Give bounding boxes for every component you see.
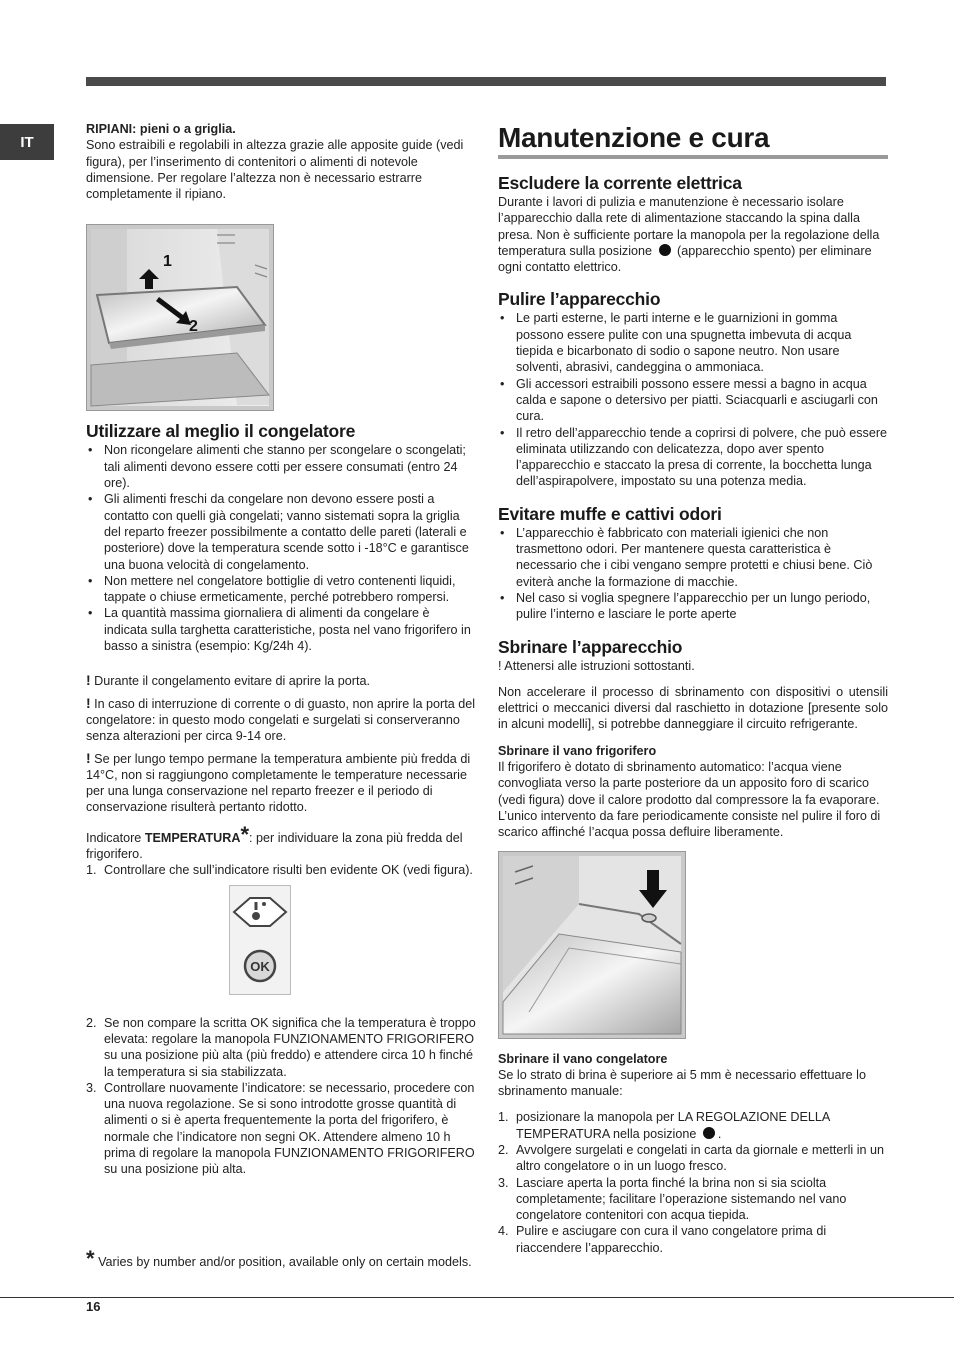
shelves-title: RIPIANI: pieni o a griglia. [86, 122, 236, 136]
warning-text: In caso di interruzione di corrente o di guasto, non aprire la porta del congelatore: in questo modo congelati e surgelati si conserveranno senza alterazioni per circa 9-14 ore. [86, 696, 476, 744]
fridge-defrost-subheading: Sbrinare il vano frigorifero [498, 743, 657, 758]
bottom-rule [0, 1297, 954, 1298]
shelves-text: Sono estraibili e regolabili in altezza grazie alle apposite guide (vedi figura), per l’inserimento di contenitori o alimenti di notevole dimensione. Per regolare l’altezza non è necessario estrarre completamente il ripiano. [86, 138, 464, 202]
indicator-steps-a [86, 862, 476, 878]
clean-bullets [498, 310, 888, 489]
off-position-icon [659, 244, 671, 256]
warning-mark: ! [86, 672, 91, 689]
off-position-icon [703, 1127, 715, 1139]
list-item: 3. Lasciare aperta la porta finché la brina non si sia sciolta completamente; facilitare l’operazione sistemando nel vano congelatore contenitori con acqua tiepida. [498, 1175, 847, 1223]
indicator-text: Indicatore TEMPERATURA*: per individuare la zona più fredda del frigorifero. [86, 821, 463, 862]
indicator-illustration [230, 886, 290, 994]
freezer-defrost-subheading: Sbrinare il vano congelatore [498, 1051, 668, 1066]
language-tab: IT [0, 124, 54, 160]
mould-bullets [498, 525, 888, 623]
left-column [86, 121, 476, 1270]
mould-heading: Evitare muffe e cattivi odori [498, 503, 722, 524]
warning-3 [86, 750, 476, 816]
footnote: * Varies by number and/or position, available only on certain models. [86, 1245, 472, 1271]
list-item: • Le parti esterne, le parti interne e le guarnizioni in gomma possono essere pulite con una spugnetta imbevuta di acqua tiepida e bicarbonato di sodio o sapone neutro. Non usare solventi, abrasivi, candeggina o ammoniaca. [498, 310, 888, 375]
list-item: 2. Avvolgere surgelati e congelati in carta da giornale e metterli in un altro congelatore o in un luogo fresco. [498, 1142, 884, 1174]
freezer-bullets [86, 442, 476, 654]
defrost-heading: Sbrinare l’apparecchio [498, 636, 683, 657]
list-item: 2. Se non compare la scritta OK significa che la temperatura è troppo elevata: regolare la manopola FUNZIONAMENTO FRIGORIFERO su una posizione più alta (più freddo) e attendere circa 10 h finché la temperatura si sia stabilizzata. [86, 1015, 476, 1079]
figure-label-1: 1 [163, 253, 172, 271]
indicator-steps-b [86, 1015, 476, 1178]
asterisk: * [240, 821, 249, 847]
list-item: • L’apparecchio è fabbricato con materiali igienici che non trasmettono odori. Per mantenere questa caratteristica è necessario che i cibi vengano sempre protetti e chiusi bene. Ciò eviterà anche la formazione di macchie. [498, 525, 888, 590]
clean-heading: Pulire l’apparecchio [498, 289, 661, 310]
freezer-heading: Utilizzare al meglio il congelatore [86, 421, 356, 442]
page-number: 16 [86, 1299, 101, 1314]
temperature-indicator-figure [229, 885, 291, 995]
list-item: • Gli alimenti freschi da congelare non devono essere posti a contatto con quelli già congelati; vanno sistemati sopra la griglia del reparto freezer possibilmente a contatto delle pareti (laterali e posteriore) dove la temperatura scende sotto i -18°C e garantisce una buona velocità di congelamento. [86, 491, 476, 572]
defrost-text: Non accelerare il processo di sbrinamento con dispositivi o utensili elettrici o meccanici diversi dal raschietto in dotazione [presente solo in alcuni modelli], si potrebbe danneggiare il circuito refrigerante. [498, 684, 888, 732]
list-item: • Non mettere nel congelatore bottiglie di vetro contenenti liquidi, tappate o chiuse ermeticamente, perché potrebbero rompersi. [86, 573, 476, 606]
warning-1 [86, 672, 476, 689]
top-bar [86, 77, 886, 86]
list-item: • Nel caso si voglia spegnere l’apparecchio per un lungo periodo, pulire l’interno e lasciare le porte aperte [498, 590, 888, 623]
list-item: • Non ricongelare alimenti che stanno per scongelare o scongelati; tali alimenti devono essere cotti per essere consumati (entro 24 ore). [86, 442, 476, 491]
list-item: • La quantità massima giornaliera di alimenti da congelare è indicata sulla targhetta caratteristiche, posta nel vano frigorifero in basso a sinistra (esempio: Kg/24h 4). [86, 605, 476, 654]
warning-mark: ! [86, 694, 91, 711]
freezer-defrost-text: Se lo strato di brina è superiore ai 5 mm è necessario effettuare lo sbrinamento manuale: [498, 1067, 866, 1099]
right-column [498, 121, 888, 1256]
warning-text: Durante il congelamento evitare di aprire la porta. [94, 674, 370, 689]
title-rule [498, 155, 888, 159]
freezer-defrost-steps [498, 1109, 888, 1256]
drain-illustration [499, 852, 685, 1038]
list-item: 1. Controllare che sull’indicatore risulti ben evidente OK (vedi figura). [86, 863, 473, 878]
list-item: 1. posizionare la manopola per LA REGOLAZIONE DELLA TEMPERATURA nella posizione . [498, 1110, 830, 1141]
list-item: • Gli accessori estraibili possono essere messi a bagno in acqua calda e sapone o detersivo per piatti. Sciacquarli e asciugarli con cura. [498, 376, 888, 425]
defrost-note: ! Attenersi alle istruzioni sottostanti. [498, 658, 695, 673]
warning-mark: ! [86, 749, 91, 766]
ok-label: OK [250, 958, 270, 974]
warning-text: Se per lungo tempo permane la temperatura ambiente più fredda di 14°C, non si raggiungono completamente le temperature necessarie per una lunga conservazione nel reparto freezer e il periodo di conservazione risulterà pertanto ridotto. [86, 751, 471, 815]
list-item: 3. Controllare nuovamente l’indicatore: se necessario, procedere con una nuova regolazione. Se si sono introdotte grosse quantità di alimenti o si è aperta frequentemente la porta del frigorifero, è normale che l’indicatore non segni OK. Attendere almeno 10 h prima di regolare la manopola FUNZIONAMENTO FRIGORIFERO su una posizione più alta. [86, 1080, 475, 1177]
drain-hole-figure [498, 851, 686, 1039]
page-title: Manutenzione e cura [498, 122, 770, 153]
figure-label-2: 2 [189, 318, 198, 336]
fridge-defrost-text: Il frigorifero è dotato di sbrinamento automatico: l’acqua viene convogliata verso la parte posteriore da un apposito foro di scarico (vedi figura) dove il calore prodotto dal compressore la fa evaporare. L’unico intervento da fare periodicamente consiste nel pulire il foro di scarico affinché l’acqua possa defluire liberamente. [498, 760, 881, 840]
list-item: • Il retro dell’apparecchio tende a coprirsi di polvere, che può essere eliminata utilizzando con delicatezza, dopo aver spento l’apparecchio e staccato la presa di corrente, la bocchetta lunga dell’aspirapolvere, impostato su una potenza media. [498, 425, 888, 490]
shelf-figure [86, 224, 274, 411]
warning-2 [86, 695, 476, 745]
shelf-illustration [87, 225, 273, 410]
disconnect-text: Durante i lavori di pulizia e manutenzione è necessario isolare l’apparecchio dalla rete di alimentazione staccando la spina dalla presa. Non è sufficiente portare la manopola per la regolazione della temperatura sulla posizione (apparecchio spento) per eliminare ogni contatto elettrico. [498, 195, 880, 275]
asterisk: * [86, 1245, 95, 1271]
list-item: 4. Pulire e asciugare con cura il vano congelatore prima di riaccendere l’apparecchio. [498, 1224, 827, 1255]
disconnect-heading: Escludere la corrente elettrica [498, 173, 742, 193]
